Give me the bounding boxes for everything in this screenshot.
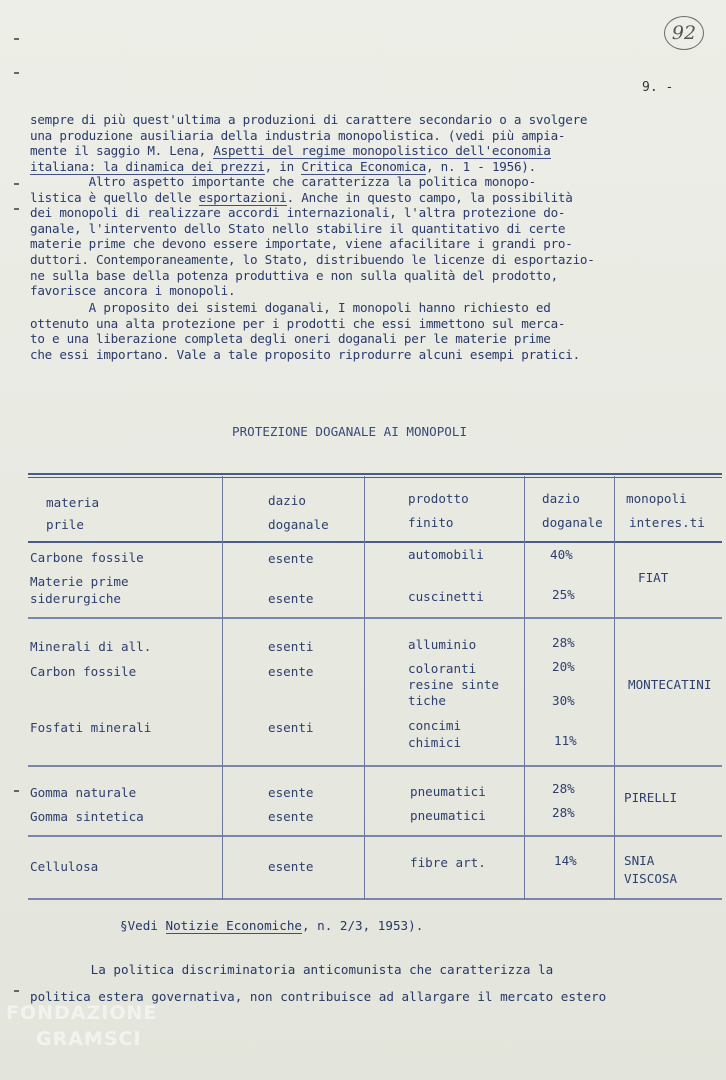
cell-prodotto: fibre art. [410,855,486,870]
p2-line: favorisce ancora i monopoli. [30,283,236,299]
p3-line: che essi importano. Vale a tale proposito riprodurre alcuni esempi pratici. [30,346,580,362]
cell-dazio: esente [268,859,314,874]
cell-monopolio: MONTECATINI [628,677,712,692]
table-rule [28,541,722,543]
cell-dazio-perc: 14% [554,853,577,868]
cell-dazio: esente [268,551,314,566]
paragraph-1 [30,112,710,174]
cell-prodotto: alluminio [408,637,477,652]
cell-dazio: esenti [268,720,314,735]
source-title: Notizie Economiche [165,918,302,933]
cell-prodotto: concimi [408,718,462,733]
closing-line: politica estera governativa, non contribuisce ad allargare il mercato estero [30,989,607,1004]
source-reference [120,918,423,933]
cell-materia: siderurgiche [30,591,121,606]
cell-dazio-perc: 28% [552,805,575,820]
table-rule [28,473,722,475]
cell-dazio-perc: 40% [550,547,573,562]
watermark-line-1: FONDAZIONE [6,1002,158,1024]
cell-materia: Minerali di all. [30,639,152,654]
p1-line: , n. 1 - 1956). [425,158,536,174]
cell-dazio: esente [268,809,314,824]
cell-dazio-perc: 28% [552,781,575,796]
cell-materia: Carbon fossile [30,664,137,679]
cell-prodotto: cuscinetti [408,589,484,604]
cell-prodotto: automobili [408,547,484,562]
p2-line: duttori. Contemporaneamente, lo Stato, distribuendo le licenze di esportazio- [30,251,595,267]
header-materia-2: prile [46,517,84,532]
customs-table [28,473,722,903]
margin-mark [14,990,19,992]
p3-line: A proposito dei sistemi doganali, I monopoli hanno richiesto ed [30,300,551,315]
source-suffix: , n. 2/3, 1953). [301,918,424,933]
p2-line: . Anche in questo campo, la possibilità [286,189,573,205]
cell-materia: Gomma sintetica [30,809,144,824]
margin-mark [14,38,19,40]
p1-line: , in [264,158,302,174]
typed-page-number: 9. - [642,80,674,95]
table-rule [28,765,722,767]
p2-line: dei monopoli di realizzare accordi internazionali, l'altra protezione do- [30,205,566,221]
header-prodotto: prodotto [408,491,469,506]
cited-essay-title-cont: italiana: la dinamica dei prezzi [30,158,265,174]
p3-line: to e una liberazione completa degli oneri doganali per le materie prime [30,331,551,347]
margin-mark [14,790,19,792]
term-esportazioni: esportazioni [198,189,287,205]
paragraph-2 [30,174,710,299]
paragraph-3 [30,300,710,362]
p2-line: materie prime che devono essere importate, viene afacilitare i grandi pro- [30,236,573,252]
table-rule [28,898,722,900]
closing-line: La politica discriminatoria anticomunista che caratterizza la [30,962,554,977]
cell-dazio-perc: 25% [552,587,575,602]
cell-prodotto: resine sinte [408,677,499,692]
header-dazio: dazio [268,493,306,508]
p1-line: una produzione ausiliaria della industria monopolistica. (vedi più ampia- [30,127,566,143]
cell-prodotto: coloranti [408,661,477,676]
table-divider [222,476,223,900]
cell-dazio: esenti [268,639,314,654]
cell-prodotto: pneumatici [410,784,486,799]
margin-mark [14,208,19,210]
cell-dazio-perc: 11% [554,733,577,748]
cell-materia: Materie prime [30,574,129,589]
p1-line: mente il saggio M. Lena, [30,143,214,159]
cell-materia: Fosfati minerali [30,720,152,735]
cell-dazio-perc: 20% [552,659,575,674]
cited-essay-title: Aspetti del regime monopolistico dell'economia [213,143,551,159]
watermark-line-2: GRAMSCI [36,1028,142,1050]
cell-monopolio: FIAT [638,570,669,585]
cell-dazio-perc: 28% [552,635,575,650]
cell-materia: Cellulosa [30,859,99,874]
cell-dazio-perc: 30% [552,693,575,708]
p1-line: sempre di più quest'ultima a produzioni di carattere secondario o a svolgere [30,112,588,127]
cell-monopolio: VISCOSA [624,871,678,886]
header-dazio-finito-2: doganale [542,515,603,530]
header-dazio-2: doganale [268,517,329,532]
table-rule [28,835,722,837]
cell-dazio: esente [268,785,314,800]
archive-watermark [6,1002,206,1062]
table-title: PROTEZIONE DOGANALE AI MONOPOLI [232,424,468,439]
table-divider [614,476,615,900]
margin-mark [14,183,19,185]
p2-line: ganale, l'intervento dello Stato nello stabilire il quantitativo di certe [30,220,566,236]
cell-prodotto: pneumatici [410,808,486,823]
header-prodotto-2: finito [408,515,454,530]
source-prefix: §Vedi [120,918,166,933]
header-monopoli-2: interes.ti [629,515,705,530]
table-rule [28,477,722,478]
cell-prodotto: chimici [408,735,462,750]
table-divider [364,476,365,900]
cell-dazio: esente [268,591,314,606]
circled-page-number: 92 [664,16,704,50]
table-divider [524,476,525,900]
p2-line: Altro aspetto importante che caratterizza la politica monopo- [30,174,536,189]
margin-mark [14,72,19,74]
p3-line: ottenuto una alta protezione per i prodotti che essi immettono sul merca- [30,315,566,331]
header-materia: materia [46,495,100,510]
table-rule [28,617,722,619]
cell-materia: Carbone fossile [30,550,144,565]
cell-dazio: esente [268,664,314,679]
header-dazio-finito: dazio [542,491,580,506]
p2-line: listica è quello delle [30,189,199,205]
cited-journal: Critica Economica [301,158,426,174]
cell-monopolio: SNIA [624,853,655,868]
p2-line: ne sulla base della potenza produttiva e non sulla qualità del prodotto, [30,267,558,283]
cell-prodotto: tiche [408,693,446,708]
cell-materia: Gomma naturale [30,785,137,800]
cell-monopolio: PIRELLI [624,790,678,805]
header-monopoli: monopoli [626,491,687,506]
